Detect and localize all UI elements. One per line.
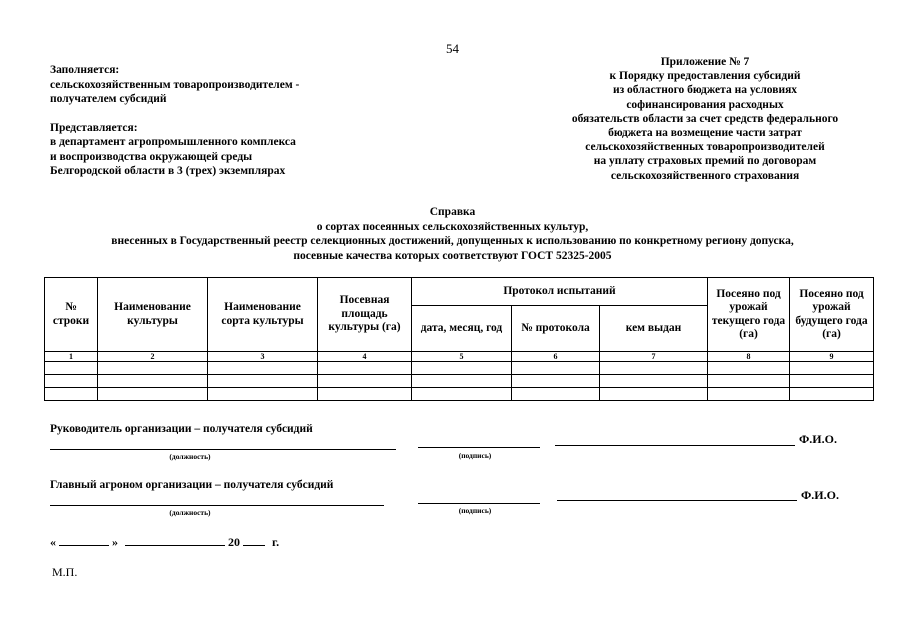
column-number: 8 xyxy=(708,352,790,362)
head-signature-line[interactable] xyxy=(418,447,540,448)
document-title: Справка xyxy=(429,206,476,218)
header-variety: Наименование сорта культуры xyxy=(208,278,318,352)
agronomist-signature-label: Главный агроном организации – получателя субсидий xyxy=(50,479,334,491)
date-open-quote: « xyxy=(50,535,56,549)
appendix-line: сельскохозяйственных товаропроизводителей xyxy=(585,141,825,154)
appendix-block xyxy=(540,55,870,183)
filled-line: получателем субсидий xyxy=(50,93,167,105)
appendix-line: из областного бюджета на условиях xyxy=(612,84,798,97)
header-culture: Наименование культуры xyxy=(98,278,208,352)
column-number: 3 xyxy=(208,352,318,362)
head-signature-label: Руководитель организации – получателя субсидий xyxy=(50,423,313,435)
date-row xyxy=(50,535,279,550)
column-number: 6 xyxy=(512,352,600,362)
column-number: 9 xyxy=(790,352,874,362)
header-future-year: Посеяно под урожай будущего года (га) xyxy=(790,278,874,352)
signature-caption: (подпись) xyxy=(458,451,492,460)
head-position-line[interactable] xyxy=(50,449,396,450)
agronomist-name-line[interactable] xyxy=(557,500,797,501)
document-subtitle: внесенных в Государственный реестр селекционных достижений, допущенных к использованию по конкретному региону допуска, xyxy=(111,235,794,247)
document-subtitle: посевные качества которых соответствуют ГОСТ 52325-2005 xyxy=(293,249,612,262)
filled-line: сельскохозяйственным товаропроизводителем - xyxy=(50,78,300,91)
appendix-line: софинансирования расходных xyxy=(626,98,784,111)
date-year-field[interactable] xyxy=(243,545,265,546)
appendix-line: Приложение № 7 xyxy=(660,56,750,68)
agronomist-position-line[interactable] xyxy=(50,505,384,506)
submitted-line: в департамент агропромышленного комплекса xyxy=(50,136,296,148)
submitted-line: Белгородской области в 3 (трех) экземплярах xyxy=(50,165,286,177)
header-row-no: № строки xyxy=(45,278,98,352)
date-close-quote: » xyxy=(112,535,118,549)
column-number: 5 xyxy=(412,352,512,362)
date-year-prefix: 20 xyxy=(228,535,240,549)
document-heading xyxy=(0,205,905,263)
varieties-table xyxy=(44,277,874,401)
agronomist-fio-label: Ф.И.О. xyxy=(801,488,839,502)
table-row xyxy=(45,388,874,401)
header-area: Посевная площадь культуры (га) xyxy=(318,278,412,352)
date-year-suffix: г. xyxy=(272,535,280,549)
submitted-title: Представляется: xyxy=(50,121,138,134)
agronomist-signature-line[interactable] xyxy=(418,503,540,504)
date-day-field[interactable] xyxy=(59,545,109,546)
document-subtitle: о сортах посеянных сельскохозяйственных культур, xyxy=(316,220,589,233)
head-name-line[interactable] xyxy=(555,445,795,446)
position-caption: (должность) xyxy=(169,452,211,461)
table-row xyxy=(45,362,874,375)
submitted-line: и воспроизводства окружающей среды xyxy=(50,150,253,163)
head-fio-label: Ф.И.О. xyxy=(799,432,837,446)
column-numbers-row xyxy=(45,352,874,362)
filled-title: Заполняется: xyxy=(50,64,120,76)
column-number: 2 xyxy=(98,352,208,362)
header-protocol: Протокол испытаний xyxy=(412,278,708,306)
stamp-place-label: М.П. xyxy=(52,565,78,579)
header-issued-by: кем выдан xyxy=(600,306,708,352)
signature-caption: (подпись) xyxy=(458,506,492,515)
appendix-line: бюджета на возмещение части затрат xyxy=(608,127,802,140)
date-month-field[interactable] xyxy=(125,545,225,546)
left-info-block xyxy=(50,63,380,179)
column-number: 7 xyxy=(600,352,708,362)
table-row xyxy=(45,375,874,388)
appendix-line: на уплату страховых премий по договорам xyxy=(593,155,817,168)
appendix-line: к Порядку предоставления субсидий xyxy=(609,70,801,83)
appendix-line: сельскохозяйственного страхования xyxy=(610,169,800,182)
column-number: 4 xyxy=(318,352,412,362)
header-current-year: Посеяно под урожай текущего года (га) xyxy=(708,278,790,352)
column-number: 1 xyxy=(45,352,98,362)
page-number: 54 xyxy=(446,41,459,56)
header-protocol-no: № протокола xyxy=(512,306,600,352)
position-caption: (должность) xyxy=(169,508,211,517)
appendix-line: обязательств области за счет средств федерального xyxy=(571,112,839,125)
header-date: дата, месяц, год xyxy=(412,306,512,352)
